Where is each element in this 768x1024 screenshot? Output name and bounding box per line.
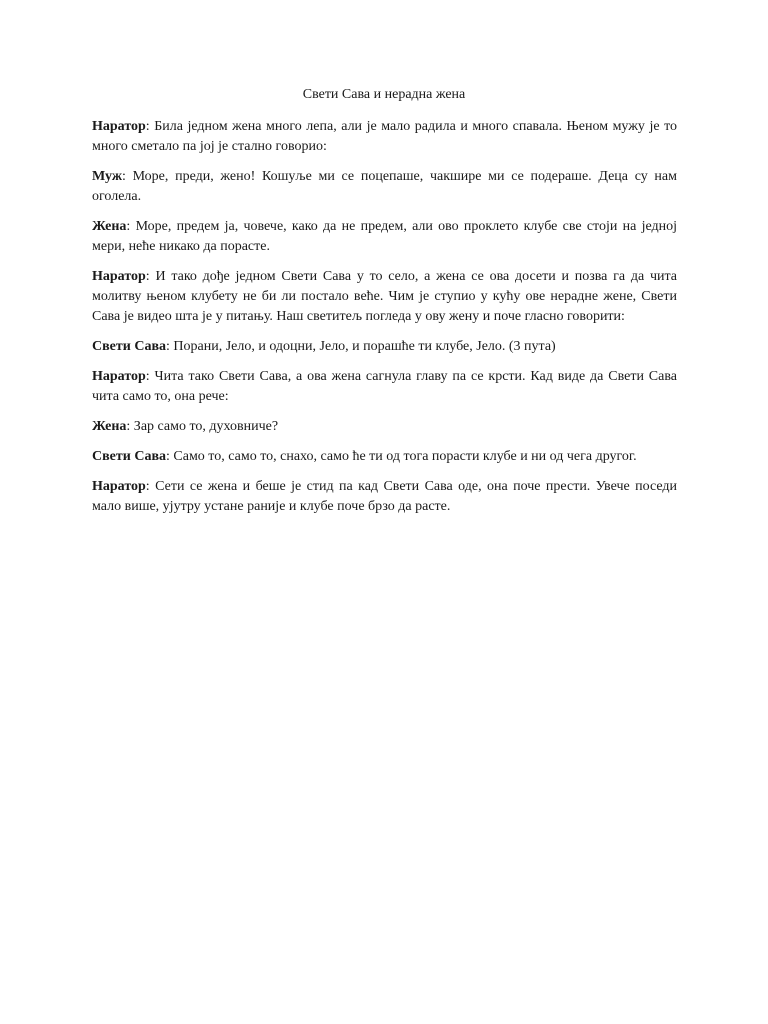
speaker-label: Муж xyxy=(92,169,122,184)
speaker-label: Свети Сава xyxy=(92,449,166,464)
dialogue-paragraph xyxy=(92,167,677,207)
dialogue-paragraph xyxy=(92,417,677,437)
dialogue-paragraph xyxy=(92,217,677,257)
dialogue-paragraph xyxy=(92,477,677,517)
dialogue-paragraph xyxy=(92,447,677,467)
speaker-label: Жена xyxy=(92,419,127,434)
dialogue-text: : Зар само то, духовниче? xyxy=(126,419,279,434)
speaker-label: Наратор xyxy=(92,119,146,134)
dialogue-text: : Само то, само то, снахо, само ће ти од тога порасти клубе и ни од чега другог. xyxy=(166,449,637,464)
speaker-label: Наратор xyxy=(92,369,146,384)
dialogue-text: : Море, преди, жено! Кошуље ми се поцепаше, чакшире ми се подераше. Деца су нам оголела. xyxy=(92,169,677,204)
dialogue-paragraph xyxy=(92,267,677,327)
speaker-label: Жена xyxy=(92,219,127,234)
dialogue-text: : Чита тако Свети Сава, а ова жена сагнула главу па се крсти. Кад виде да Свети Сава чита само то, она рече: xyxy=(92,369,677,404)
dialogue-text: : Порани, Јело, и одоцни, Јело, и порашће ти клубе, Јело. (3 пута) xyxy=(166,339,556,354)
dialogue-paragraph xyxy=(92,367,677,407)
dialogue-paragraph xyxy=(92,117,677,157)
document-body xyxy=(92,117,677,527)
speaker-label: Наратор xyxy=(92,479,146,494)
dialogue-text: : Била једном жена много лепа, али је мало радила и много спавала. Њеном мужу је то много сметало па јој је стално говорио: xyxy=(92,119,677,154)
speaker-label: Наратор xyxy=(92,269,146,284)
dialogue-text: : Сети се жена и беше је стид па кад Свети Сава оде, она поче прести. Увече поседи мало више, ујутру устане раније и клубе поче брзо да расте. xyxy=(92,479,677,514)
dialogue-paragraph xyxy=(92,337,677,357)
dialogue-text: : И тако дође једном Свети Сава у то село, а жена се ова досети и позва га да чита молитву њеном клубету не би ли постало веће. Чим је ступио у кућу ове нерадне жене, Свети Сава је видео шта је у питању. Наш светитељ погледа у ову жену и поче гласно говорити: xyxy=(92,269,677,324)
document-title: Свети Сава и нерадна жена xyxy=(302,87,466,102)
dialogue-text: : Море, предем ја, човече, како да не предем, али ово проклето клубе све стоји на једној мери, неће никако да порасте. xyxy=(92,219,677,254)
speaker-label: Свети Сава xyxy=(92,339,166,354)
